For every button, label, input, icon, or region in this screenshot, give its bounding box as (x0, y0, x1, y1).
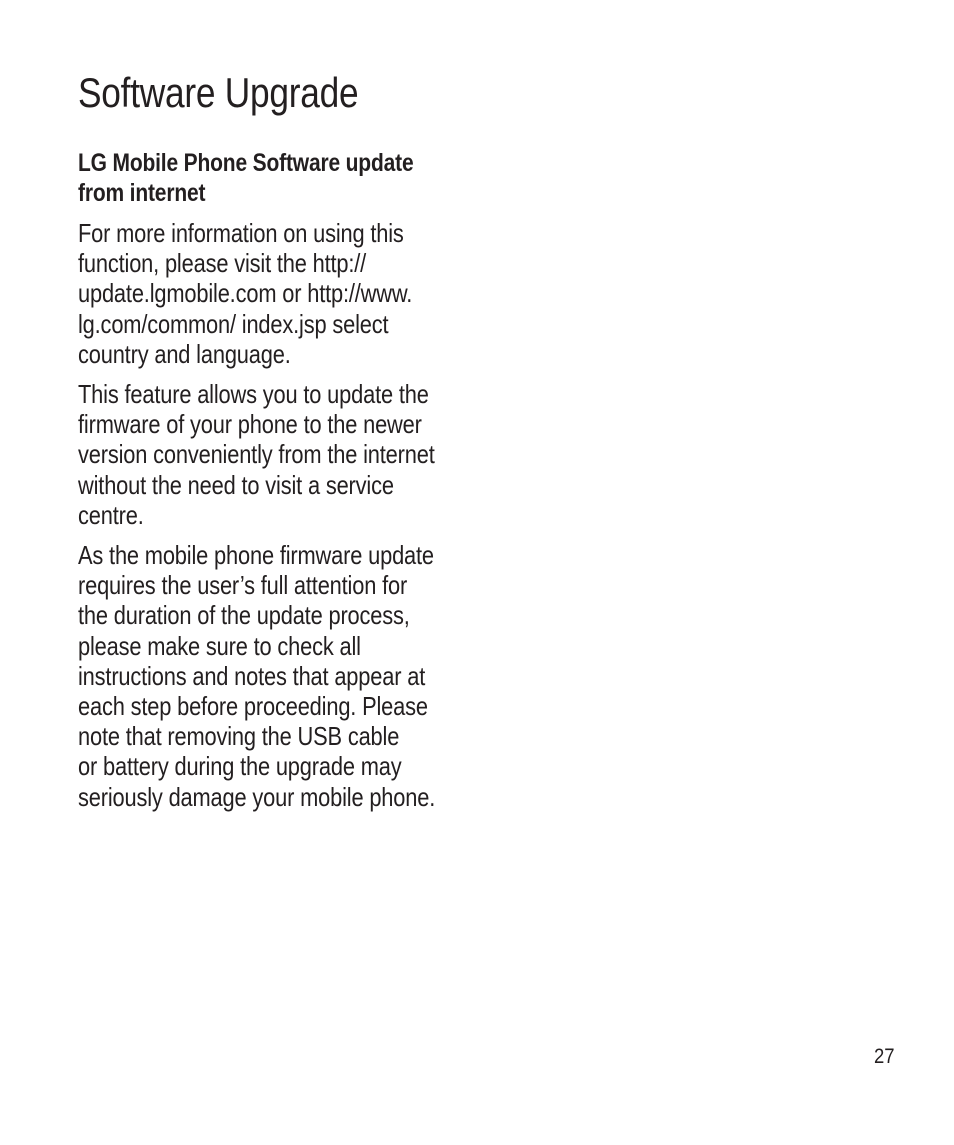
text-line: This feature allows you to update the (78, 379, 429, 409)
text-line: please make sure to check all (78, 630, 361, 661)
text-line: each step before proceeding. Please (78, 691, 428, 722)
text-line: seriously damage your mobile phone. (78, 781, 436, 812)
text-line: firmware of your phone to the newer (78, 409, 422, 440)
text-line: the duration of the update process, (78, 600, 410, 631)
section-heading (78, 148, 413, 208)
page-title: Software Upgrade (78, 69, 359, 116)
text-line: country and language. (78, 338, 291, 369)
paragraph-feature-description (78, 379, 435, 530)
text-line: update.lgmobile.com or http://www. (78, 278, 413, 309)
text-line: version conveniently from the internet (78, 439, 435, 470)
text-line: note that removing the USB cable (78, 721, 400, 752)
text-line: instructions and notes that appear at (78, 660, 426, 691)
paragraph-warning (78, 540, 435, 812)
page-number: 27 (874, 1045, 895, 1068)
text-line: As the mobile phone firmware update (78, 540, 434, 570)
heading-line: LG Mobile Phone Software update (78, 149, 414, 177)
heading-line: from internet (78, 179, 206, 207)
text-line: lg.com/common/ index.jsp select (78, 308, 389, 339)
text-line: or battery during the upgrade may (78, 751, 402, 782)
paragraph-more-information (78, 218, 412, 369)
text-line: without the need to visit a service (78, 469, 394, 500)
text-line: For more information on using this (78, 218, 404, 248)
text-line: centre. (78, 499, 144, 530)
text-line: function, please visit the http:// (78, 248, 367, 279)
text-line: requires the user’s full attention for (78, 570, 408, 601)
